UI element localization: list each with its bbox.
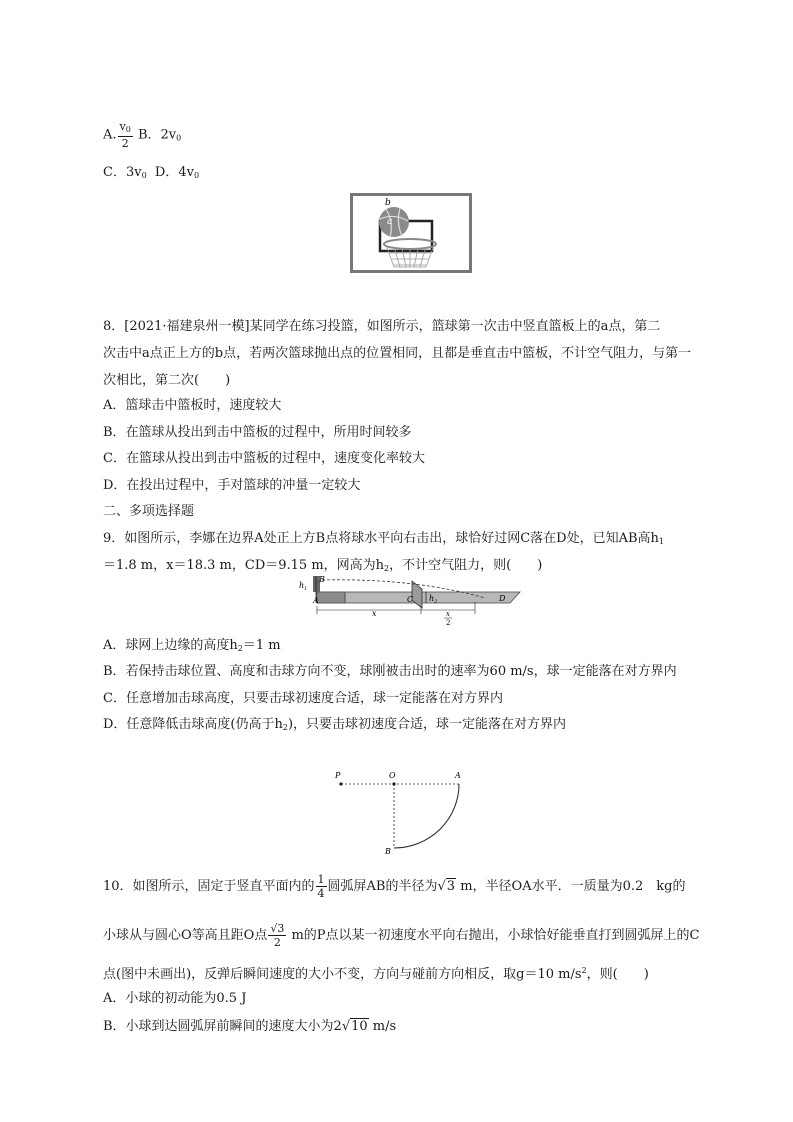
frac-num-sub: 0 xyxy=(125,125,131,134)
tennis-court-figure xyxy=(295,574,525,626)
x-half-num: x xyxy=(446,610,450,618)
option-a-label: A. xyxy=(103,127,117,143)
point-P xyxy=(339,782,342,785)
q9-option-c: C．任意增加击球高度，只要击球初速度合适，球一定能落在对方界内 xyxy=(103,691,503,706)
option-b: B．2v xyxy=(137,127,177,143)
q10-l2-b: m的P点以某一初速度水平向右抛出，小球恰好能垂直打到圆弧屏上的C xyxy=(287,928,700,943)
option-b-sub: 0 xyxy=(176,133,182,143)
arc-screen-figure xyxy=(325,766,470,856)
basketball xyxy=(379,207,409,237)
q7-options-row1 xyxy=(103,120,181,150)
frac-den: 2 xyxy=(121,137,129,150)
q8-stem-line2: 次击中a点正上方的b点，若两次篮球抛出点的位置相同，且都是垂直击中篮板，不计空气阻力，与第一 xyxy=(103,346,692,361)
q9-line2-sub: 2 xyxy=(384,564,390,573)
q9-opt-a-post: ＝1 m xyxy=(242,638,281,653)
point-O xyxy=(392,782,395,785)
q9-opt-d-text: D．任意降低击球高度(仍高于h xyxy=(103,717,283,732)
q9-opt-d-sub: 2 xyxy=(282,723,288,732)
frac-den: 4 xyxy=(317,887,325,900)
q10-l2-a: 小球从与圆心O等高且距O点 xyxy=(103,928,268,943)
q10-stem-line2 xyxy=(103,922,700,949)
q8-option-c: C．在篮球从投出到击中篮板的过程中，速度变化率较大 xyxy=(103,451,425,466)
basketball-figure xyxy=(350,193,472,273)
option-d: D．4v xyxy=(154,165,194,180)
q10-opt-b-text: B．小球到达圆弧屏前瞬间的速度大小为2 xyxy=(103,1019,342,1034)
q8-option-d: D．在投出过程中，手对篮球的冲量一定较大 xyxy=(103,478,361,493)
option-c-sub: 0 xyxy=(141,171,147,180)
point-b-label: b xyxy=(385,198,391,208)
q10-l1-b: 圆弧屏AB的半径为 xyxy=(327,879,438,894)
q10-l1-a: 10．如图所示，固定于竖直平面内的 xyxy=(103,879,315,894)
point-D-label: D xyxy=(499,594,506,603)
sqrt-radicand: 10 xyxy=(351,1019,368,1034)
q10-option-b xyxy=(103,1018,396,1036)
q10-option-a: A．小球的初动能为0.5 J xyxy=(103,991,247,1006)
sqrt-radicand: 3 xyxy=(446,879,456,894)
q9-line2-post: ，不计空气阻力，则( ) xyxy=(389,558,543,573)
backboard xyxy=(352,195,471,272)
q8-option-a: A．篮球击中篮板时，速度较大 xyxy=(103,398,282,413)
q9-line2-text: ＝1.8 m，x＝18.3 m，CD＝9.15 m，网高为h xyxy=(103,558,385,573)
frac-num: 1 xyxy=(317,873,325,886)
sqrt3-over-2-fraction xyxy=(268,922,286,949)
quarter-arc-AB xyxy=(394,784,459,848)
q9-stem-line1 xyxy=(103,530,664,551)
quarter-fraction xyxy=(316,873,327,900)
q8-option-b: B．在篮球从投出到击中篮板的过程中，所用时间较多 xyxy=(103,425,412,440)
option-c: C．3v xyxy=(103,165,142,180)
point-a-label: a xyxy=(387,217,393,227)
q8-stem-line3: 次相比，第二次( ) xyxy=(103,373,231,388)
section-heading: 二、多项选择题 xyxy=(103,504,195,519)
q8-stem-line1: 8．[2021·福建泉州一模]某同学在练习投篮，如图所示，篮球第一次击中竖直篮板上的a点，第二 xyxy=(103,319,661,334)
court-edge-section xyxy=(317,592,345,603)
q10-stem-line1 xyxy=(103,873,685,900)
x-half-den: 2 xyxy=(446,619,451,626)
point-C-label: C xyxy=(407,595,414,604)
sqrt-10: √10 xyxy=(341,1019,368,1034)
q9-option-d xyxy=(103,716,566,737)
q10-l1-c: m，半径OA水平．一质量为0.2 kg的 xyxy=(456,879,686,894)
q10-l3-a: 点(图中未画出)，反弹后瞬间速度的大小不变，方向与碰前方向相反，取g＝10 m/s xyxy=(103,967,582,982)
h2-label: $h_2$ xyxy=(429,594,438,605)
q10-l3-b: ，则( ) xyxy=(586,967,649,982)
point-B-label: B xyxy=(385,847,391,856)
q10-stem-line3 xyxy=(103,962,649,984)
option-d-sub: 0 xyxy=(193,171,200,180)
frac-num: √3 xyxy=(270,922,285,935)
q9-option-a xyxy=(103,637,281,658)
point-P-label: P xyxy=(335,771,341,780)
point-A-label: A xyxy=(455,771,461,780)
h1-label: $h_1$ xyxy=(299,581,308,592)
q9-line1-text: 9．如图所示，李娜在边界A处正上方B点将球水平向右击出，球恰好过网C落在D处，已知AB高h xyxy=(103,531,659,546)
point-A-label: A xyxy=(313,596,319,605)
net xyxy=(412,581,422,608)
sqrt-radicand: 3 xyxy=(277,922,285,935)
x-label: x xyxy=(372,609,377,618)
q10-l3-sup: 2 xyxy=(581,966,587,975)
sqrt-3: √3 xyxy=(437,879,456,894)
q10-opt-b-post: m/s xyxy=(368,1019,397,1034)
point-O-label: O xyxy=(389,771,396,780)
frac-num: v xyxy=(119,120,126,133)
frac-den: 2 xyxy=(273,936,281,949)
q9-opt-a-text: A．球网上边缘的高度h xyxy=(103,638,238,653)
q9-opt-a-sub: 2 xyxy=(237,644,243,653)
q7-options-row2 xyxy=(103,164,199,185)
q9-opt-d-post: )，只要击球初速度合适，球一定能落在对方界内 xyxy=(287,717,567,732)
q9-option-b: B．若保持击球位置、高度和击球方向不变，球刚被击出时的速率为60 m/s，球一定能落在对方界内 xyxy=(103,664,677,679)
point-B-label: B xyxy=(319,575,325,584)
q9-line1-sub: 1 xyxy=(658,537,664,546)
option-a-fraction xyxy=(118,120,133,150)
